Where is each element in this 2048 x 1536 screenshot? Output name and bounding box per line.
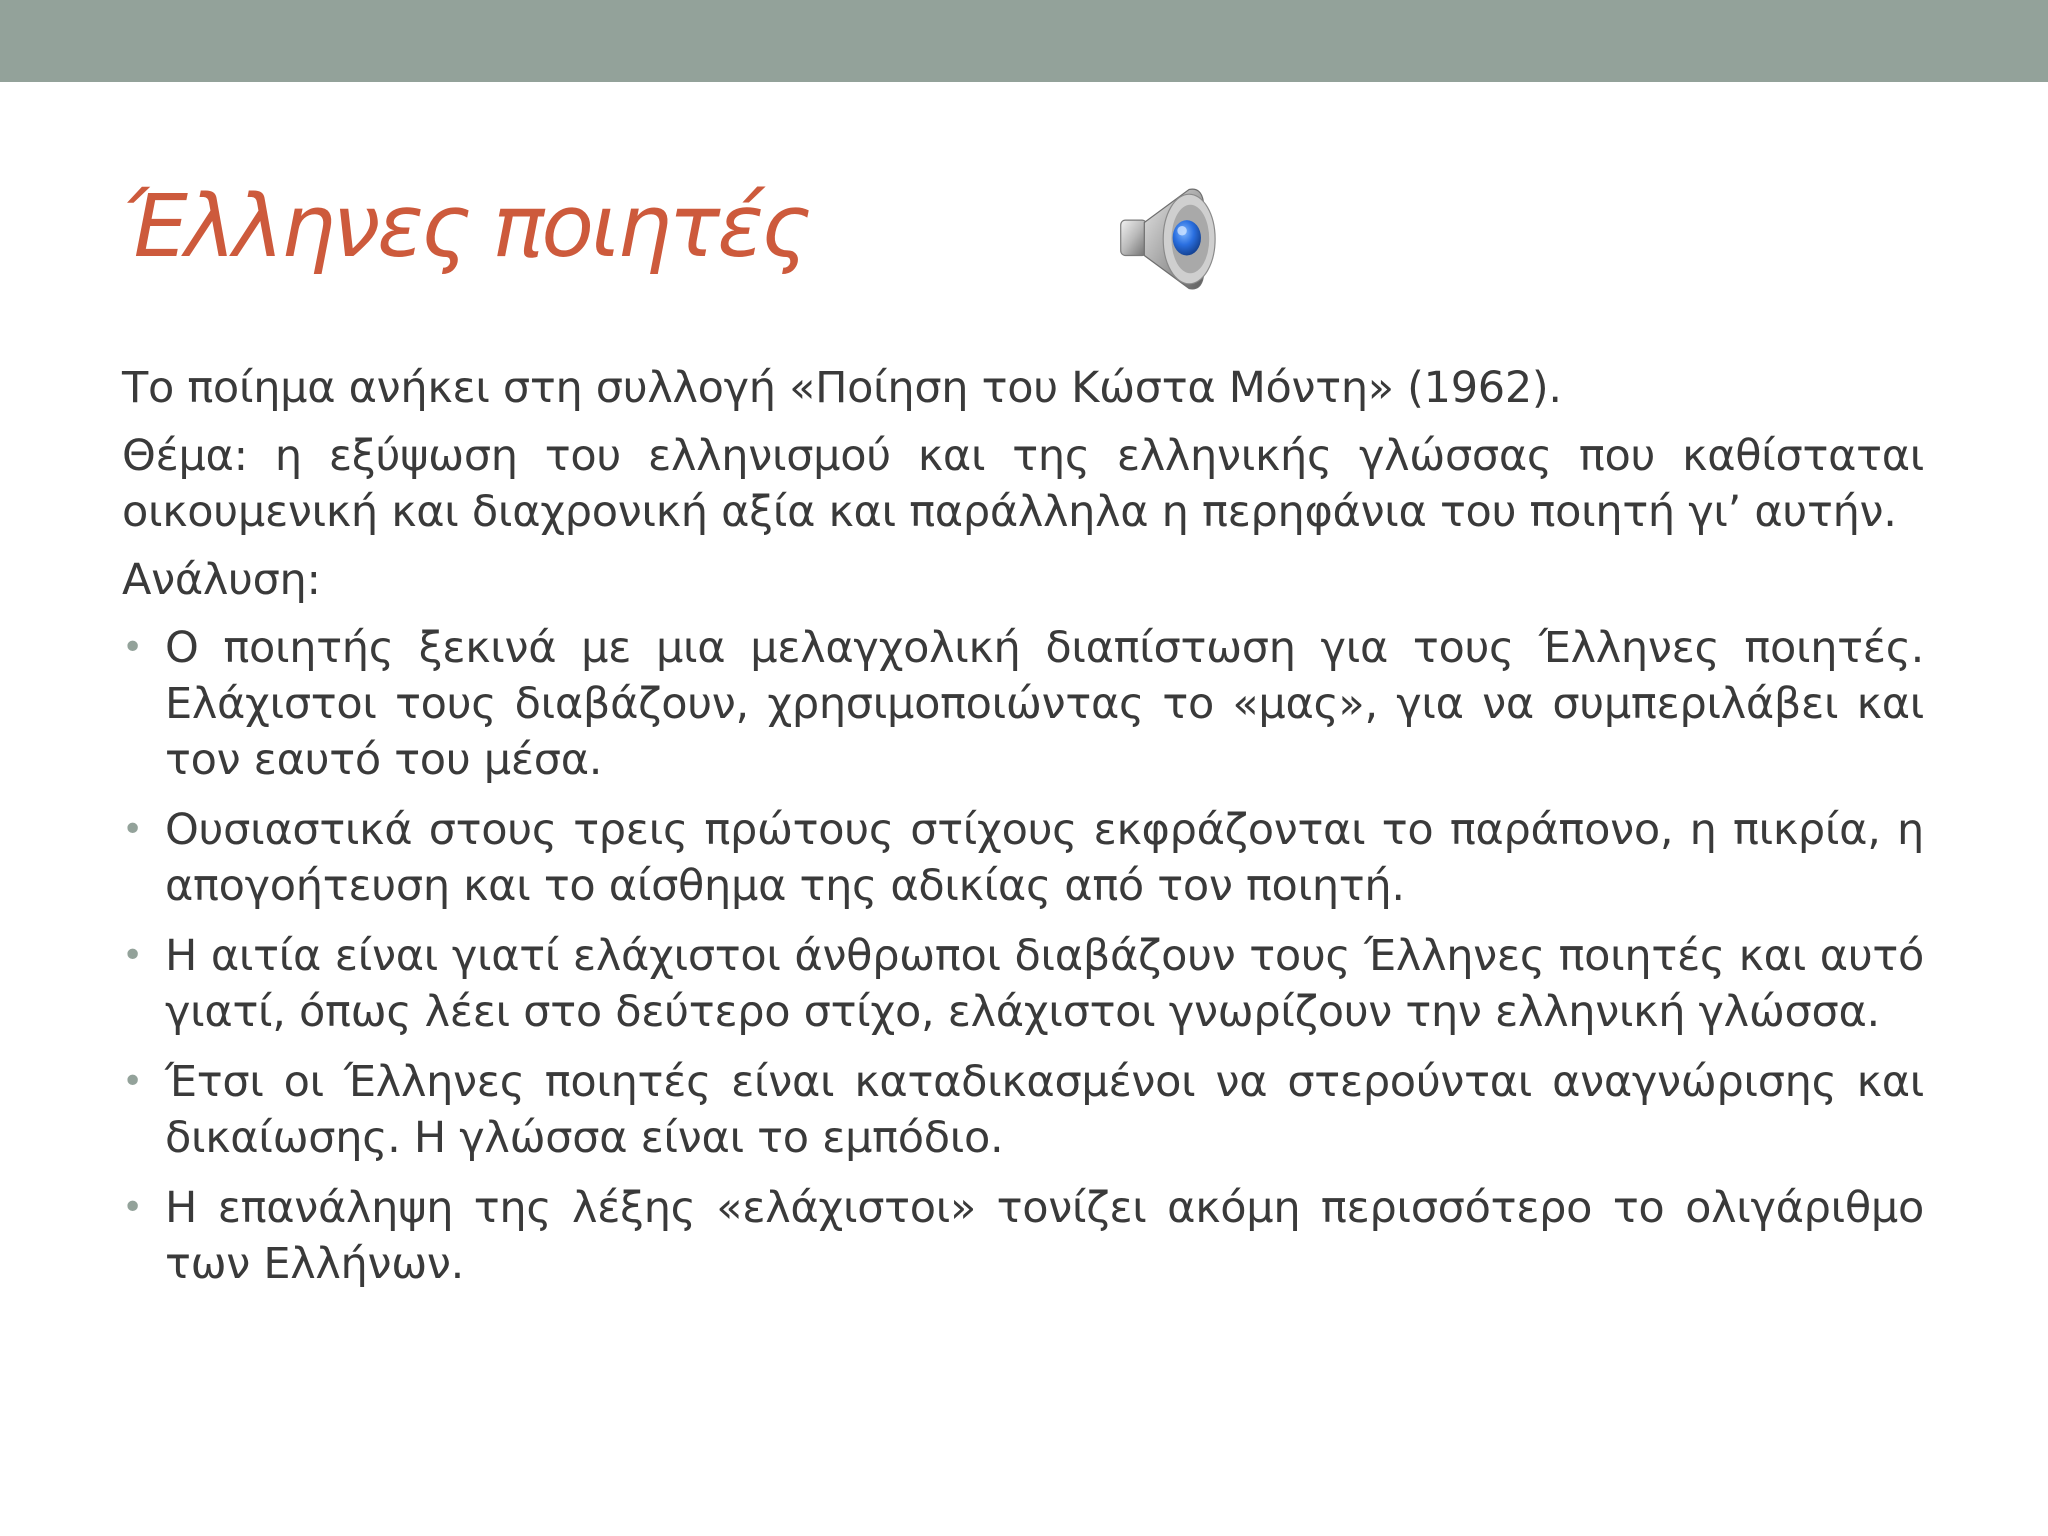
header-band — [0, 0, 2048, 82]
analysis-heading: Ανάλυση: — [122, 555, 321, 605]
speaker-icon-graphic — [1116, 180, 1234, 298]
bullet-icon: • — [122, 1061, 143, 1102]
intro-paragraph: Το ποίημα ανήκει στη συλλογή «Ποίηση του Κώστα Μόντη» (1962). — [122, 363, 1562, 413]
bullet-icon: • — [122, 809, 143, 850]
bullet-item — [122, 802, 1924, 914]
bullet-icon: • — [122, 627, 143, 668]
slide-title: Έλληνες ποιητές — [122, 177, 809, 277]
bullet-item — [122, 1054, 1924, 1166]
slide-body — [122, 360, 1924, 1306]
bullet-text: Ο ποιητής ξεκινά με μια μελαγχολική διαπίστωση για τους Έλληνες ποιητές. Ελάχιστοι τους διαβάζουν, χρησιμοποιώντας το «μας», για να συμπεριλάβει και τον εαυτό του μέσα. — [165, 623, 1924, 785]
theme-paragraph: Θέμα: η εξύψωση του ελληνισμού και της ελληνικής γλώσσας που καθίσταται οικουμενική και διαχρονική αξία και παράλληλα η περηφάνια του ποιητή γι’ αυτήν. — [122, 431, 1924, 537]
bullet-text: Η αιτία είναι γιατί ελάχιστοι άνθρωποι διαβάζουν τους Έλληνες ποιητές και αυτό γιατί, όπως λέει στο δεύτερο στίχο, ελάχιστοι γνωρίζουν την ελληνική γλώσσα. — [165, 931, 1924, 1037]
bullet-text: Η επανάληψη της λέξης «ελάχιστοι» τονίζει ακόμη περισσότερο το ολιγάριθμο των Ελλήνων. — [165, 1183, 1924, 1289]
bullet-item — [122, 620, 1924, 788]
bullet-icon: • — [122, 1187, 143, 1228]
bullet-text: Έτσι οι Έλληνες ποιητές είναι καταδικασμένοι να στερούνται αναγνώρισης και δικαίωσης. Η γλώσσα είναι το εμπόδιο. — [165, 1057, 1924, 1163]
bullet-icon: • — [122, 935, 143, 976]
bullet-text: Ουσιαστικά στους τρεις πρώτους στίχους εκφράζονται το παράπονο, η πικρία, η απογοήτευση και το αίσθημα της αδικίας από τον ποιητή. — [165, 805, 1924, 911]
speaker-icon[interactable] — [1116, 180, 1234, 298]
bullet-item — [122, 928, 1924, 1040]
bullet-item — [122, 1180, 1924, 1292]
analysis-bullets — [122, 620, 1924, 1292]
